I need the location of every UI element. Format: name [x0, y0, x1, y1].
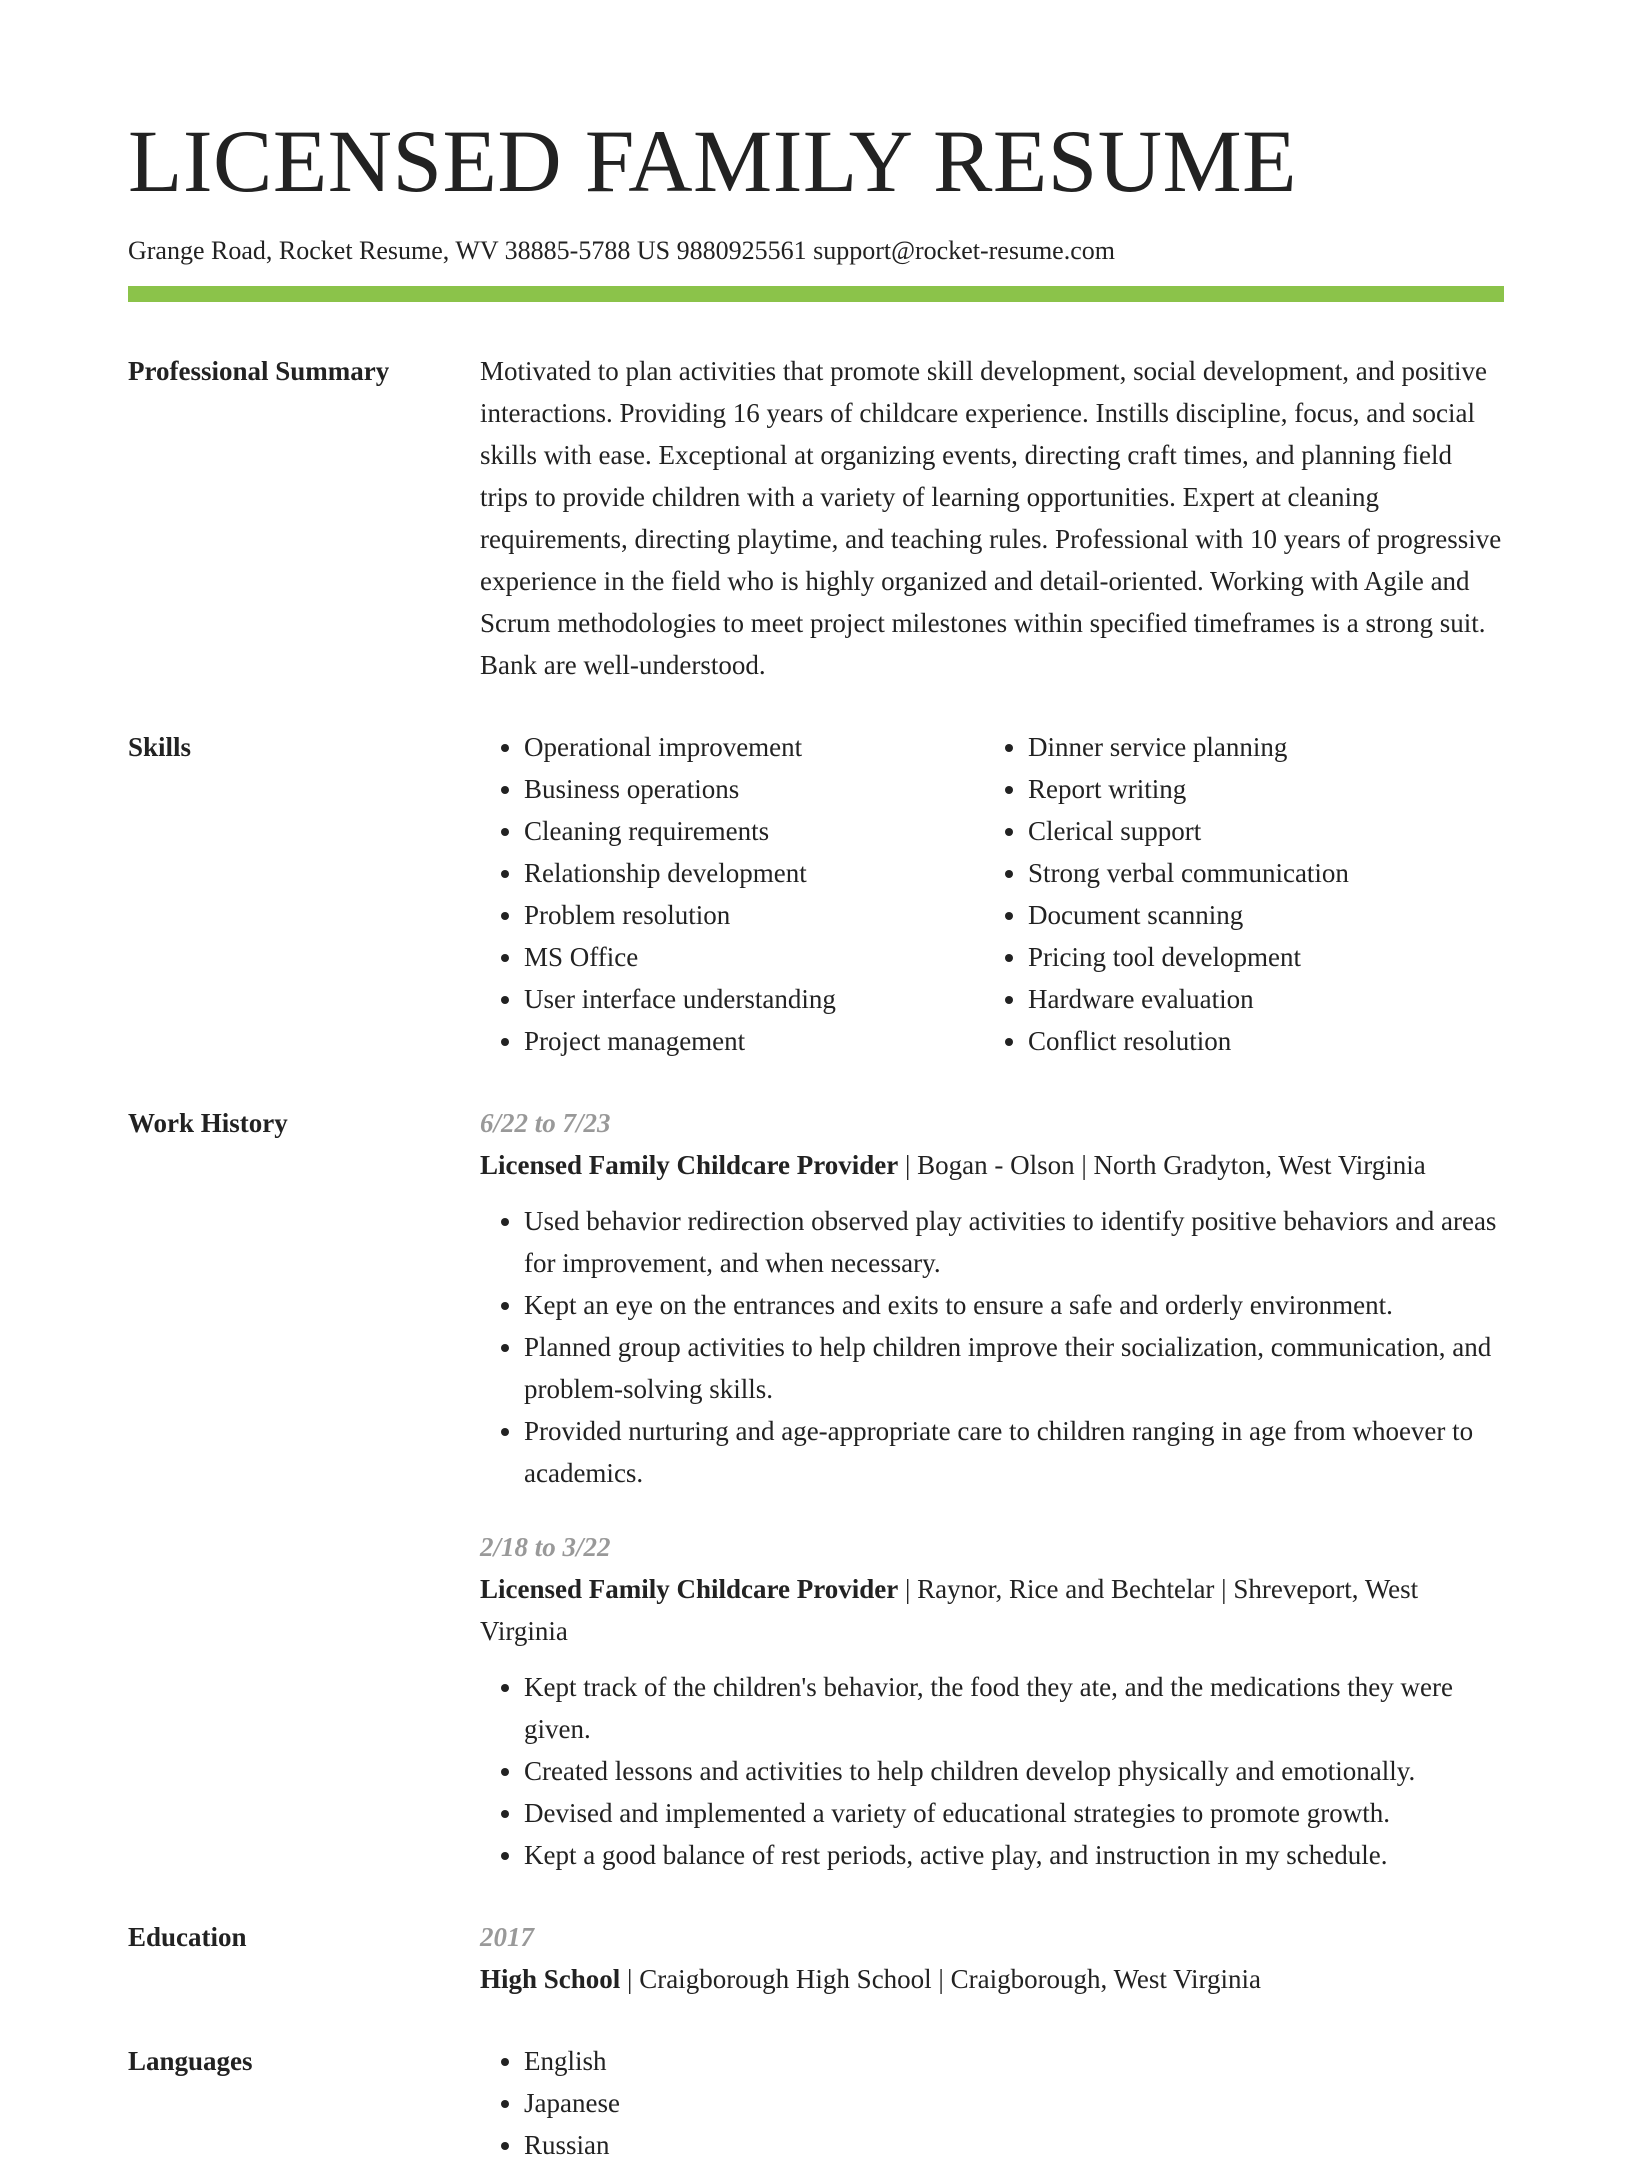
languages-section: [128, 2040, 1504, 2166]
skill-item: • MS Office: [524, 936, 984, 978]
skill-item: • User interface understanding: [524, 978, 984, 1020]
language-item: • English: [524, 2040, 1504, 2082]
resume-title: LICENSED FAMILY RESUME: [128, 113, 1297, 211]
job-bullet: • Created lessons and activities to help children develop physically and emotionally.: [524, 1750, 1504, 1792]
contact-line: Grange Road, Rocket Resume, WV 38885-5788 US 9880925561 support@rocket-resume.com: [128, 236, 1115, 265]
job-bullet: • Kept a good balance of rest periods, active play, and instruction in my schedule.: [524, 1834, 1504, 1876]
language-item: • Japanese: [524, 2082, 1504, 2124]
job-heading: [480, 1144, 1504, 1186]
skill-item: • Cleaning requirements: [524, 810, 984, 852]
job-dates: 6/22 to 7/23: [480, 1108, 611, 1139]
education-details: | Craigborough High School | Craigborough, West Virginia: [620, 1964, 1262, 1995]
skill-item: • Strong verbal communication: [1028, 852, 1532, 894]
skills-section: [128, 726, 1504, 1062]
skill-item: • Conflict resolution: [1028, 1020, 1532, 1062]
job-dates: 2/18 to 3/22: [480, 1532, 611, 1563]
skills-heading: Skills: [128, 732, 192, 763]
summary-section: [128, 350, 1504, 686]
education-year: 2017: [480, 1922, 534, 1953]
job-bullet: • Kept track of the children's behavior, the food they ate, and the medications they were given.: [524, 1666, 1504, 1750]
education-heading-line: [480, 1958, 1504, 2000]
education-section: [128, 1916, 1504, 2000]
skills-list-left: [480, 726, 984, 1062]
skill-item: • Hardware evaluation: [1028, 978, 1532, 1020]
work-history-section: [128, 1102, 1504, 1876]
summary-heading: Professional Summary: [128, 356, 390, 387]
job-entry: [480, 1102, 1504, 1494]
job-bullets: [480, 1666, 1504, 1876]
job-bullet: • Planned group activities to help children improve their socialization, communication, and problem-solving skills.: [524, 1326, 1504, 1410]
skill-item: • Clerical support: [1028, 810, 1532, 852]
job-details: | Bogan - Olson | North Gradyton, West Virginia: [898, 1150, 1426, 1181]
accent-divider: [128, 286, 1504, 302]
summary-text: Motivated to plan activities that promote skill development, social development, and positive interactions. Providing 16 years of childcare experience. Instills discipline, focus, and social skills with ease. Exceptional at organizing events, directing craft times, and planning field trips to provide children with a variety of learning opportunities. Expert at cleaning requirements, directing playtime, and teaching rules. Professional with 10 years of progressive experience in the field who is highly organized and detail-oriented. Working with Agile and Scrum methodologies to meet project milestones within specified timeframes is a strong suit. Bank are well-understood.: [480, 356, 1502, 681]
languages-heading: Languages: [128, 2046, 253, 2077]
skill-item: • Operational improvement: [524, 726, 984, 768]
job-bullet: • Devised and implemented a variety of educational strategies to promote growth.: [524, 1792, 1504, 1834]
job-bullet: • Used behavior redirection observed play activities to identify positive behaviors and areas for improvement, and when necessary.: [524, 1200, 1504, 1284]
job-bullet: • Kept an eye on the entrances and exits to ensure a safe and orderly environment.: [524, 1284, 1504, 1326]
skill-item: • Dinner service planning: [1028, 726, 1532, 768]
skill-item: • Project management: [524, 1020, 984, 1062]
job-heading: [480, 1568, 1504, 1652]
work-history-heading: Work History: [128, 1108, 288, 1139]
job-entry: [480, 1526, 1504, 1876]
job-title: Licensed Family Childcare Provider: [480, 1150, 899, 1181]
skill-item: • Relationship development: [524, 852, 984, 894]
skills-list-right: [984, 726, 1532, 1062]
job-title: Licensed Family Childcare Provider: [480, 1574, 899, 1605]
job-details: | Raynor, Rice and Bechtelar | Shreveport, West Virginia: [480, 1574, 1419, 1647]
education-heading: Education: [128, 1922, 247, 1953]
skill-item: • Pricing tool development: [1028, 936, 1532, 978]
language-item: • Russian: [524, 2124, 1504, 2166]
education-degree: High School: [480, 1964, 621, 1995]
languages-list: [480, 2040, 1504, 2166]
skill-item: • Problem resolution: [524, 894, 984, 936]
skill-item: • Business operations: [524, 768, 984, 810]
job-bullet: • Provided nurturing and age-appropriate care to children ranging in age from whoever to academics.: [524, 1410, 1504, 1494]
job-bullets: [480, 1200, 1504, 1494]
skill-item: • Document scanning: [1028, 894, 1532, 936]
skill-item: • Report writing: [1028, 768, 1532, 810]
